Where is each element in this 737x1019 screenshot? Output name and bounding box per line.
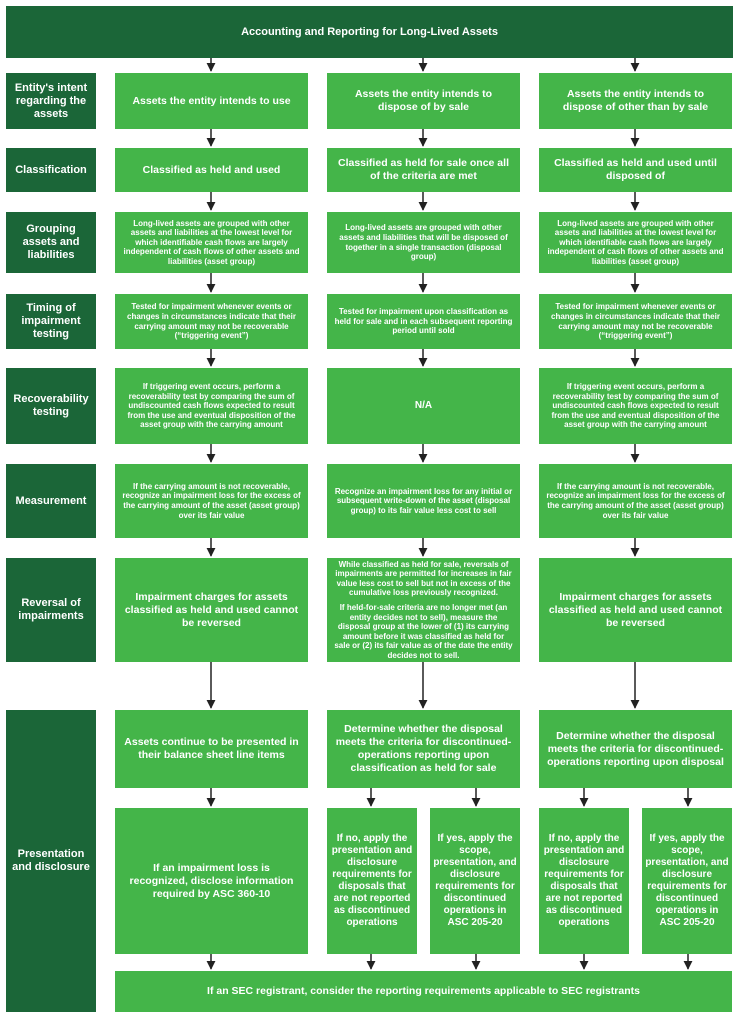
intent-other-box: Assets the entity intends to dispose of other than by sale: [539, 73, 732, 129]
recoverability-use-box: If triggering event occurs, perform a recoverability test by comparing the sum of undiscounted cash flows expected to result from the use and eventual disposition of the asset group with the carrying amount: [115, 368, 308, 444]
intent-sale-box: Assets the entity intends to dispose of by sale: [327, 73, 520, 129]
reversal-use-box: Impairment charges for assets classified as held and used cannot be reversed: [115, 558, 308, 662]
diagram-title: Accounting and Reporting for Long-Lived Assets: [6, 6, 733, 58]
measurement-sale-box: Recognize an impairment loss for any initial or subsequent write-down of the asset (disposal group) to its fair value less cost to sell: [327, 464, 520, 538]
row-label-recoverability: Recoverability testing: [6, 368, 96, 444]
presentation-other-top-box: Determine whether the disposal meets the criteria for discontinued-operations reporting upon disposal: [539, 710, 732, 788]
classification-use-box: Classified as held and used: [115, 148, 308, 192]
presentation-sale-yes-box: If yes, apply the scope, presentation, and disclosure requirements for discontinued operations in ASC 205-20: [430, 808, 520, 954]
reversal-sale-box: [327, 558, 520, 662]
classification-other-box: Classified as held and used until disposed of: [539, 148, 732, 192]
classification-sale-box: Classified as held for sale once all of the criteria are met: [327, 148, 520, 192]
presentation-use-top-box: Assets continue to be presented in their balance sheet line items: [115, 710, 308, 788]
reversal-sale-paragraph-1: While classified as held for sale, reversals of impairments are permitted for increases in fair value less cost to sell but not in excess of the cumulative loss previously recognized.: [335, 559, 512, 598]
row-label-measurement: Measurement: [6, 464, 96, 538]
presentation-sale-no-box: If no, apply the presentation and disclosure requirements for disposals that are not reported as discontinued operations: [327, 808, 417, 954]
row-label-presentation: Presentation and disclosure: [6, 710, 96, 1012]
sec-registrant-box: If an SEC registrant, consider the reporting requirements applicable to SEC registrants: [115, 971, 732, 1012]
row-label-classification: Classification: [6, 148, 96, 192]
grouping-sale-box: Long-lived assets are grouped with other assets and liabilities that will be disposed of together in a single transaction (disposal group): [327, 212, 520, 273]
grouping-other-box: Long-lived assets are grouped with other assets and liabilities at the lowest level for which identifiable cash flows are largely independent of cash flows of other assets and liabilities (asset group): [539, 212, 732, 273]
timing-sale-box: Tested for impairment upon classification as held for sale and in each subsequent reporting period until sold: [327, 294, 520, 349]
row-label-timing: Timing of impairment testing: [6, 294, 96, 349]
recoverability-sale-box: N/A: [327, 368, 520, 444]
row-label-reversal: Reversal of impairments: [6, 558, 96, 662]
presentation-other-yes-box: If yes, apply the scope, presentation, and disclosure requirements for discontinued operations in ASC 205-20: [642, 808, 732, 954]
reversal-sale-paragraph-2: If held-for-sale criteria are no longer met (an entity decides not to sell), measure the disposal group at the lower of (1) its carrying amount before it was classified as held for sale or (2) its fair value as of the date the entity decides not to sell.: [334, 602, 513, 660]
timing-other-box: Tested for impairment whenever events or changes in circumstances indicate that their carrying amount may not be recoverable (“triggering event”): [539, 294, 732, 349]
measurement-other-box: If the carrying amount is not recoverable, recognize an impairment loss for the excess of the carrying amount of the asset (asset group) over its fair value: [539, 464, 732, 538]
intent-use-box: Assets the entity intends to use: [115, 73, 308, 129]
presentation-use-bottom-box: If an impairment loss is recognized, disclose information required by ASC 360-10: [115, 808, 308, 954]
measurement-use-box: If the carrying amount is not recoverable, recognize an impairment loss for the excess of the carrying amount of the asset (asset group) over its fair value: [115, 464, 308, 538]
reversal-other-box: Impairment charges for assets classified as held and used cannot be reversed: [539, 558, 732, 662]
recoverability-other-box: If triggering event occurs, perform a recoverability test by comparing the sum of undiscounted cash flows expected to result from the use and eventual disposition of the asset group with the carrying amount: [539, 368, 732, 444]
row-label-intent: Entity's intent regarding the assets: [6, 73, 96, 129]
presentation-other-no-box: If no, apply the presentation and disclosure requirements for disposals that are not reported as discontinued operations: [539, 808, 629, 954]
grouping-use-box: Long-lived assets are grouped with other assets and liabilities at the lowest level for which identifiable cash flows are largely independent of cash flows of other assets and liabilities (asset group): [115, 212, 308, 273]
timing-use-box: Tested for impairment whenever events or changes in circumstances indicate that their carrying amount may not be recoverable (“triggering event”): [115, 294, 308, 349]
presentation-sale-top-box: Determine whether the disposal meets the criteria for discontinued-operations reporting upon classification as held for sale: [327, 710, 520, 788]
row-label-grouping: Grouping assets and liabilities: [6, 212, 96, 273]
